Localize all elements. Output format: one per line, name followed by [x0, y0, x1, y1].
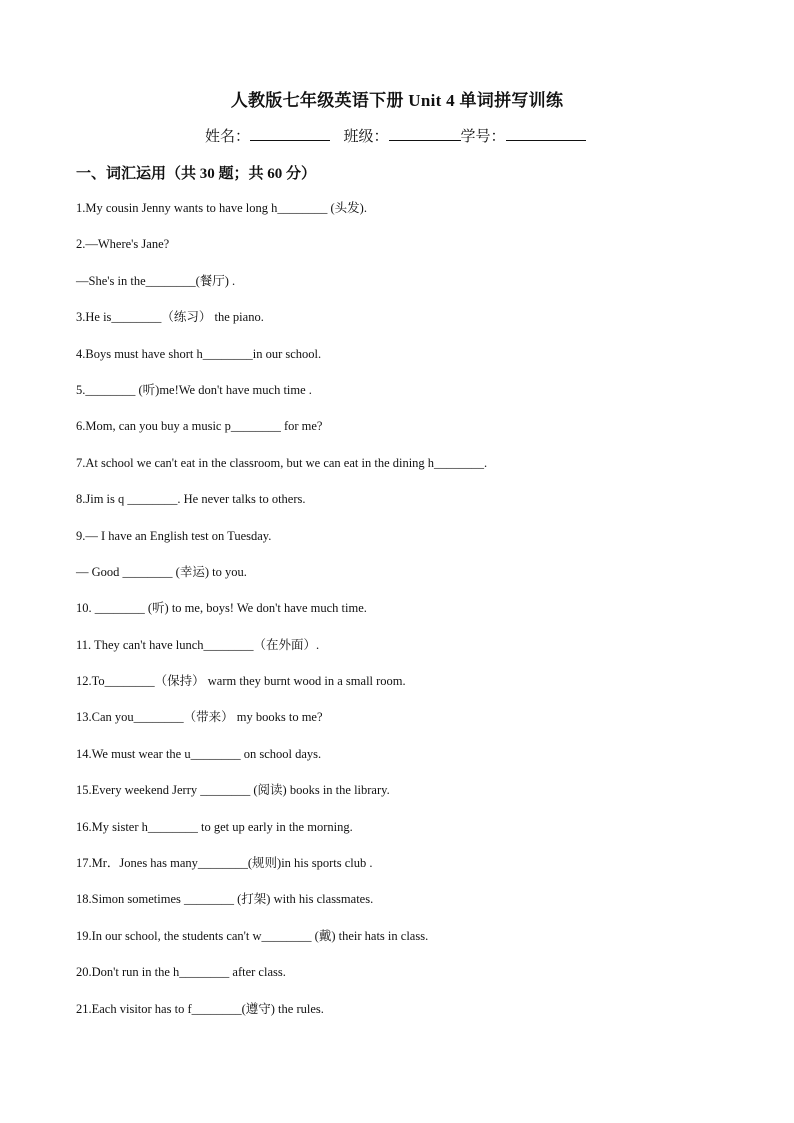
question-line: 9.— I have an English test on Tuesday.	[76, 528, 272, 543]
question-line: 3.He is________（练习） the piano.	[76, 310, 264, 325]
question-line: 20.Don't run in the h________ after class.	[76, 965, 286, 980]
class-label: 班级：	[343, 129, 389, 145]
question-line: 11. They can't have lunch________（在外面）.	[76, 637, 320, 652]
name-label: 姓名：	[205, 129, 251, 145]
question-line: 8.Jim is q ________. He never talks to others.	[76, 492, 306, 507]
question-line: 13.Can you________（带来） my books to me?	[76, 710, 323, 725]
question-line: 18.Simon sometimes ________ (打架) with his classmates.	[76, 892, 374, 907]
question-line: 19.In our school, the students can't w________ (戴) their hats in class.	[76, 928, 429, 943]
name-blank[interactable]	[250, 126, 330, 141]
question-list	[76, 199, 756, 1036]
question-line: 10. ________ (听) to me, boys! We don't have much time.	[76, 601, 367, 616]
question-line: 1.My cousin Jenny wants to have long h________ (头发).	[76, 201, 367, 215]
question-line: — Good ________ (幸运) to you.	[76, 564, 247, 579]
question-line: 7.At school we can't eat in the classroom, but we can eat in the dining h________.	[76, 455, 488, 470]
question-line: 15.Every weekend Jerry ________ (阅读) books in the library.	[76, 783, 390, 798]
student-number-blank[interactable]	[506, 126, 586, 141]
question-line: 4.Boys must have short h________in our school.	[76, 346, 322, 361]
question-line: 6.Mom, can you buy a music p________ for me?	[76, 419, 323, 434]
question-line: 14.We must wear the u________ on school days.	[76, 746, 322, 761]
question-line: 21.Each visitor has to f________(遵守) the rules.	[76, 1001, 324, 1016]
section-heading: 一、词汇运用（共 30 题；共 60 分）	[76, 166, 317, 182]
student-number-label: 学号：	[460, 129, 506, 145]
question-line: 2.—Where's Jane?	[76, 237, 170, 252]
question-line: —She's in the________(餐厅) .	[76, 273, 236, 288]
question-line: 12.To________（保持） warm they burnt wood in a small room.	[76, 674, 406, 689]
question-line: 17.Mr．Jones has many________(规则)in his sports club .	[76, 856, 373, 871]
worksheet-title: 人教版七年级英语下册 Unit 4 单词拼写训练	[230, 91, 564, 110]
question-line: 16.My sister h________ to get up early in the morning.	[76, 819, 353, 834]
class-blank[interactable]	[389, 126, 461, 141]
student-info-line	[205, 125, 586, 146]
question-line: 5.________ (听)me!We don't have much time .	[76, 382, 312, 397]
